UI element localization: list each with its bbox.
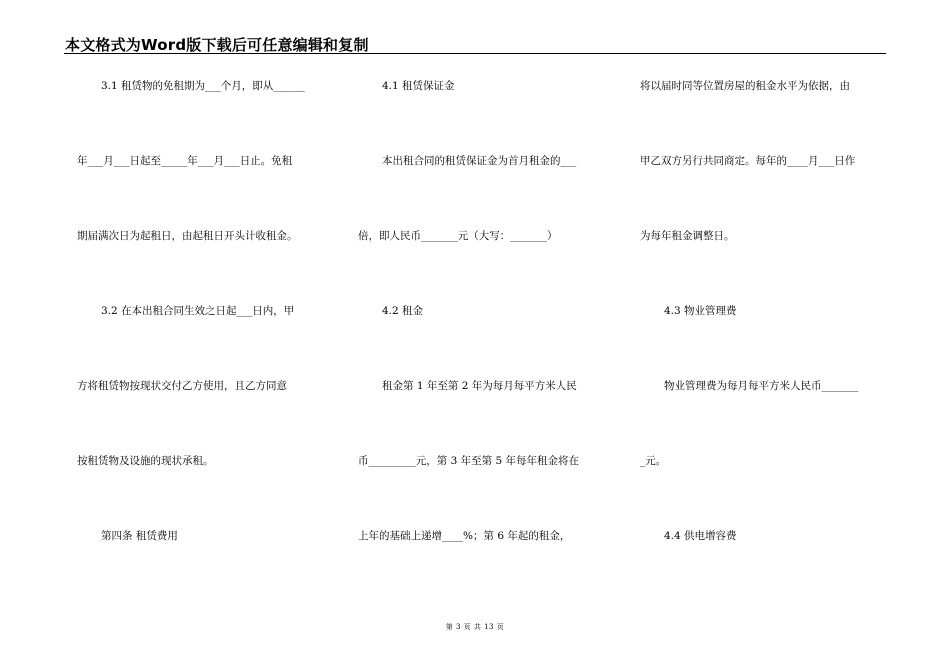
section-heading: 4.2 租金 <box>382 305 424 317</box>
paragraph-line: 本出租合同的租赁保证金为首月租金的___ <box>382 155 577 167</box>
paragraph-line: 物业管理费为每月每平方米人民币_______ <box>664 380 859 392</box>
section-heading: 4.1 租赁保证金 <box>382 80 455 92</box>
paragraph-line: 按租赁物及设施的现状承租。 <box>77 455 214 467</box>
paragraph-line: _元。 <box>640 455 667 467</box>
paragraph-line: 3.2 在本出租合同生效之日起___日内，甲 <box>101 305 295 317</box>
paragraph-line: 期届满次日为起租日，由起租日开头计收租金。 <box>77 230 298 242</box>
paragraph-line: 将以届时同等位置房屋的租金水平为依据，由 <box>640 80 850 92</box>
section-heading: 4.3 物业管理费 <box>664 305 737 317</box>
text-column-3 <box>640 0 900 620</box>
text-column-1 <box>77 0 337 620</box>
paragraph-line: 为每年租金调整日。 <box>640 230 735 242</box>
paragraph-line: 倍，即人民币_______元（大写：_______） <box>358 230 558 242</box>
paragraph-line: 币_________元，第 3 年至第 5 年每年租金将在 <box>358 455 579 467</box>
paragraph-line: 3.1 租赁物的免租期为___个月，即从______ <box>101 80 305 92</box>
paragraph-line: 方将租赁物按现状交付乙方使用，且乙方同意 <box>77 380 287 392</box>
document-header-title: 本文格式为Word版下载后可任意编辑和复制 <box>65 36 369 54</box>
paragraph-line: 甲乙双方另行共同商定。每年的____月___日作 <box>640 155 856 167</box>
paragraph-line: 年___月___日起至_____年___月___日止。免租 <box>77 155 293 167</box>
section-heading: 4.4 供电增容费 <box>664 530 737 542</box>
page-number: 第 3 页 共 13 页 <box>445 623 505 631</box>
text-column-2 <box>358 0 618 620</box>
paragraph-line: 租金第 1 年至第 2 年为每月每平方米人民 <box>382 380 577 392</box>
section-heading: 第四条 租赁费用 <box>101 530 178 542</box>
paragraph-line: 上年的基础上递增____%；第 6 年起的租金， <box>358 530 571 542</box>
